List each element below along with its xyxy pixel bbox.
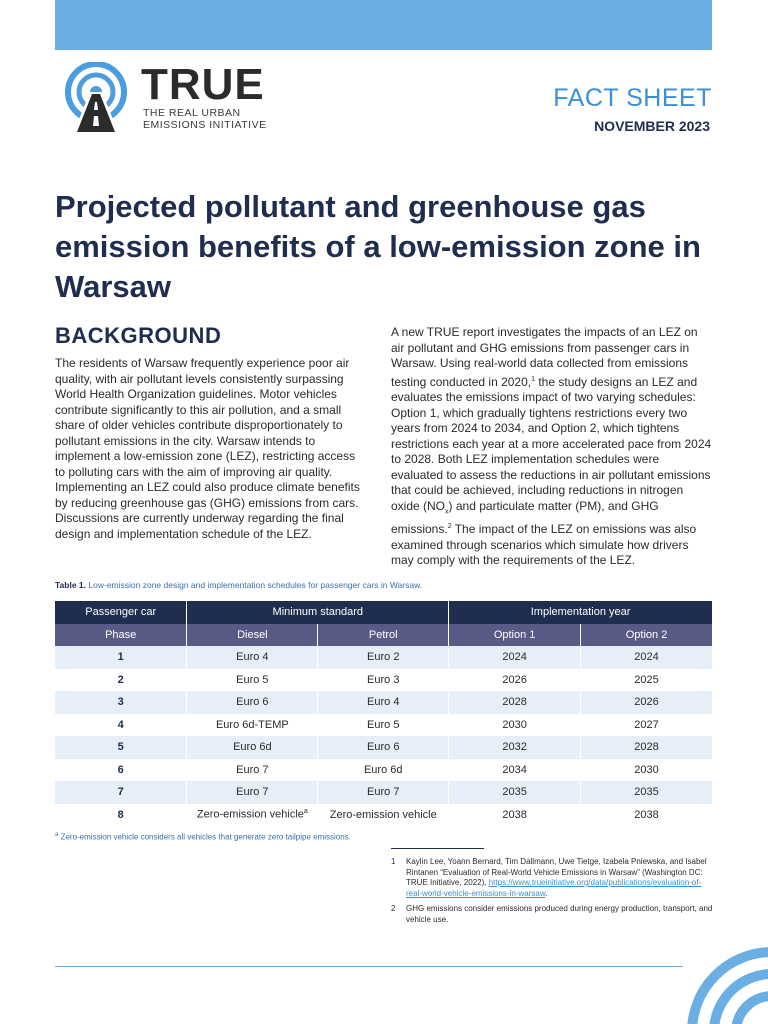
report-link[interactable]: https://www.trueinitiative.org/data/publications/evaluation-of-real-world-vehicle-emissions-in-warsaw bbox=[406, 878, 702, 898]
background-heading: BACKGROUND bbox=[55, 323, 222, 348]
table-caption-text: Low-emission zone design and implementation schedules for passenger cars in Warsaw. bbox=[86, 580, 423, 590]
col-header-implementation-year: Implementation year bbox=[449, 601, 713, 624]
footnote-text: GHG emissions consider emissions produced during energy production, transport, and vehicle use. bbox=[406, 904, 713, 924]
cell-diesel-text: Zero-emission vehicle bbox=[196, 809, 304, 822]
page-title: Projected pollutant and greenhouse gas emission benefits of a low-emission zone in Warsaw bbox=[55, 189, 701, 304]
cell-option2: 2038 bbox=[581, 804, 713, 827]
report-paragraph bbox=[391, 325, 713, 569]
table-row bbox=[55, 646, 713, 669]
report-text-part3: ) and particulate matter (PM), and GHG emissions. bbox=[391, 498, 659, 537]
table-row bbox=[55, 759, 713, 782]
cell-petrol: Euro 3 bbox=[318, 669, 449, 692]
table-header-row-2 bbox=[55, 624, 713, 647]
cell-option1: 2028 bbox=[449, 691, 581, 714]
footnote-divider bbox=[391, 848, 484, 849]
logo-subtitle-line1: THE REAL URBAN bbox=[143, 107, 241, 119]
true-logo bbox=[55, 62, 285, 134]
publication-date: NOVEMBER 2023 bbox=[594, 118, 710, 134]
table-row bbox=[55, 781, 713, 804]
logo-subtitle-line2: EMISSIONS INITIATIVE bbox=[143, 119, 267, 131]
table-footnote-text: Zero-emission vehicle considers all vehicles that generate zero tailpipe emissions. bbox=[58, 832, 351, 842]
cell-option2: 2025 bbox=[581, 669, 713, 692]
col-header-petrol: Petrol bbox=[318, 624, 449, 647]
logo-subtitle bbox=[143, 107, 267, 131]
footnote-number: 1 bbox=[391, 857, 396, 866]
table-caption-label: Table 1. bbox=[55, 580, 87, 590]
col-header-diesel: Diesel bbox=[187, 624, 318, 647]
footnotes bbox=[391, 857, 713, 930]
cell-diesel: Euro 4 bbox=[187, 646, 318, 669]
table-caption bbox=[55, 580, 422, 590]
cell-phase: 5 bbox=[55, 736, 187, 759]
cell-petrol: Euro 4 bbox=[318, 691, 449, 714]
table-row bbox=[55, 736, 713, 759]
cell-petrol: Zero-emission vehicle bbox=[318, 804, 449, 827]
top-color-bar bbox=[55, 0, 712, 50]
nox-subscript: x bbox=[445, 507, 449, 515]
cell-diesel: Euro 7 bbox=[187, 759, 318, 782]
report-text-part2: the study designs an LEZ and evaluates the emissions impact of two varying schedules: Option 1, which gradually tightens restrictions every two years from 2024 to 2034, and Option 2, which tightens restrictions each year at a more accelerated pace from 2024 to 2028. Both LEZ implementation schedules were evaluated to assess the reductions in air pollutant emissions that could be achieved, including reductions in nitrogen oxide (NO bbox=[391, 374, 712, 513]
cell-option2: 2030 bbox=[581, 759, 713, 782]
logo-wordmark: TRUE bbox=[141, 60, 265, 109]
col-header-option1: Option 1 bbox=[449, 624, 581, 647]
signal-road-icon bbox=[55, 62, 137, 134]
cell-petrol: Euro 6 bbox=[318, 736, 449, 759]
cell-petrol: Euro 6d bbox=[318, 759, 449, 782]
col-header-phase: Phase bbox=[55, 624, 187, 647]
footnote-number: 2 bbox=[391, 904, 396, 913]
cell-option1: 2024 bbox=[449, 646, 581, 669]
col-header-option2: Option 2 bbox=[581, 624, 713, 647]
cell-option1: 2034 bbox=[449, 759, 581, 782]
footnote-ref-2[interactable]: 2 bbox=[447, 523, 452, 531]
report-text-part1: A new TRUE report investigates the impacts of an LEZ on air pollutant and GHG emissions from passenger cars in Warsaw. Using real-world data collected from emissions testing conducted in 2020, bbox=[391, 325, 698, 389]
table-note-ref: a bbox=[303, 808, 308, 816]
cell-option1: 2035 bbox=[449, 781, 581, 804]
background-paragraph: The residents of Warsaw frequently experience poor air quality, with air pollutant levels consistently surpassing World Health Organization guidelines. Motor vehicles contribute significantly to this air pollution, and a small share of older vehicles contribute disproportionately to pollutant emissions in the city. Warsaw intends to implement a low-emission zone (LEZ), restricting access to polluting cars with the aim of improving air quality. Implementing an LEZ could also produce climate benefits by reducing greenhouse gas (GHG) emissions from cars. Discussions are currently underway regarding the final design and implementation schedule of the LEZ. bbox=[55, 356, 360, 541]
cell-diesel: Euro 5 bbox=[187, 669, 318, 692]
cell-option2: 2028 bbox=[581, 736, 713, 759]
cell-phase: 2 bbox=[55, 669, 187, 692]
cell-option2: 2035 bbox=[581, 781, 713, 804]
report-text-part4: The impact of the LEZ on emissions was also examined through scenarios which simulate how drivers may comply with the requirements of the LEZ. bbox=[391, 522, 697, 568]
cell-option1: 2038 bbox=[449, 804, 581, 827]
footnote-item bbox=[391, 857, 713, 899]
cell-petrol: Euro 7 bbox=[318, 781, 449, 804]
cell-phase: 7 bbox=[55, 781, 187, 804]
cell-option2: 2024 bbox=[581, 646, 713, 669]
cell-option1: 2032 bbox=[449, 736, 581, 759]
cell-diesel: Euro 7 bbox=[187, 781, 318, 804]
cell-phase: 1 bbox=[55, 646, 187, 669]
footnote-item bbox=[391, 904, 713, 925]
footnote-ref-1[interactable]: 1 bbox=[531, 375, 536, 383]
table-footnote-mark: a bbox=[55, 832, 59, 838]
cell-diesel: Euro 6d-TEMP bbox=[187, 714, 318, 737]
footnote-body bbox=[406, 857, 713, 899]
cell-phase: 3 bbox=[55, 691, 187, 714]
cell-option2: 2026 bbox=[581, 691, 713, 714]
footnote-text: Kaylin Lee, Yoann Bernard, Tim Dallmann, Uwe Tietge, Izabela Pniewska, and Isabel Rintanen “Evaluation of Real-World Vehicle Emissions in Warsaw” (Washington DC: TRUE Initiative, 2022), bbox=[406, 857, 707, 887]
table-row bbox=[55, 714, 713, 737]
cell-option1: 2026 bbox=[449, 669, 581, 692]
doc-type-label: FACT SHEET bbox=[553, 84, 712, 112]
cell-phase: 4 bbox=[55, 714, 187, 737]
cell-diesel: Euro 6d bbox=[187, 736, 318, 759]
table-header-row-1 bbox=[55, 601, 713, 624]
signal-arcs-icon bbox=[680, 940, 768, 1024]
cell-diesel bbox=[187, 804, 318, 827]
cell-phase: 8 bbox=[55, 804, 187, 827]
cell-option1: 2030 bbox=[449, 714, 581, 737]
cell-phase: 6 bbox=[55, 759, 187, 782]
table-row bbox=[55, 804, 713, 827]
cell-diesel: Euro 6 bbox=[187, 691, 318, 714]
table-row bbox=[55, 691, 713, 714]
bottom-divider bbox=[55, 966, 683, 967]
col-header-minimum-standard: Minimum standard bbox=[187, 601, 449, 624]
cell-petrol: Euro 2 bbox=[318, 646, 449, 669]
col-header-passenger-car: Passenger car bbox=[55, 601, 187, 624]
lez-schedule-table bbox=[55, 601, 713, 826]
cell-petrol: Euro 5 bbox=[318, 714, 449, 737]
table-footnote bbox=[55, 832, 351, 842]
cell-option2: 2027 bbox=[581, 714, 713, 737]
table-row bbox=[55, 669, 713, 692]
footnote-end: . bbox=[545, 888, 548, 898]
